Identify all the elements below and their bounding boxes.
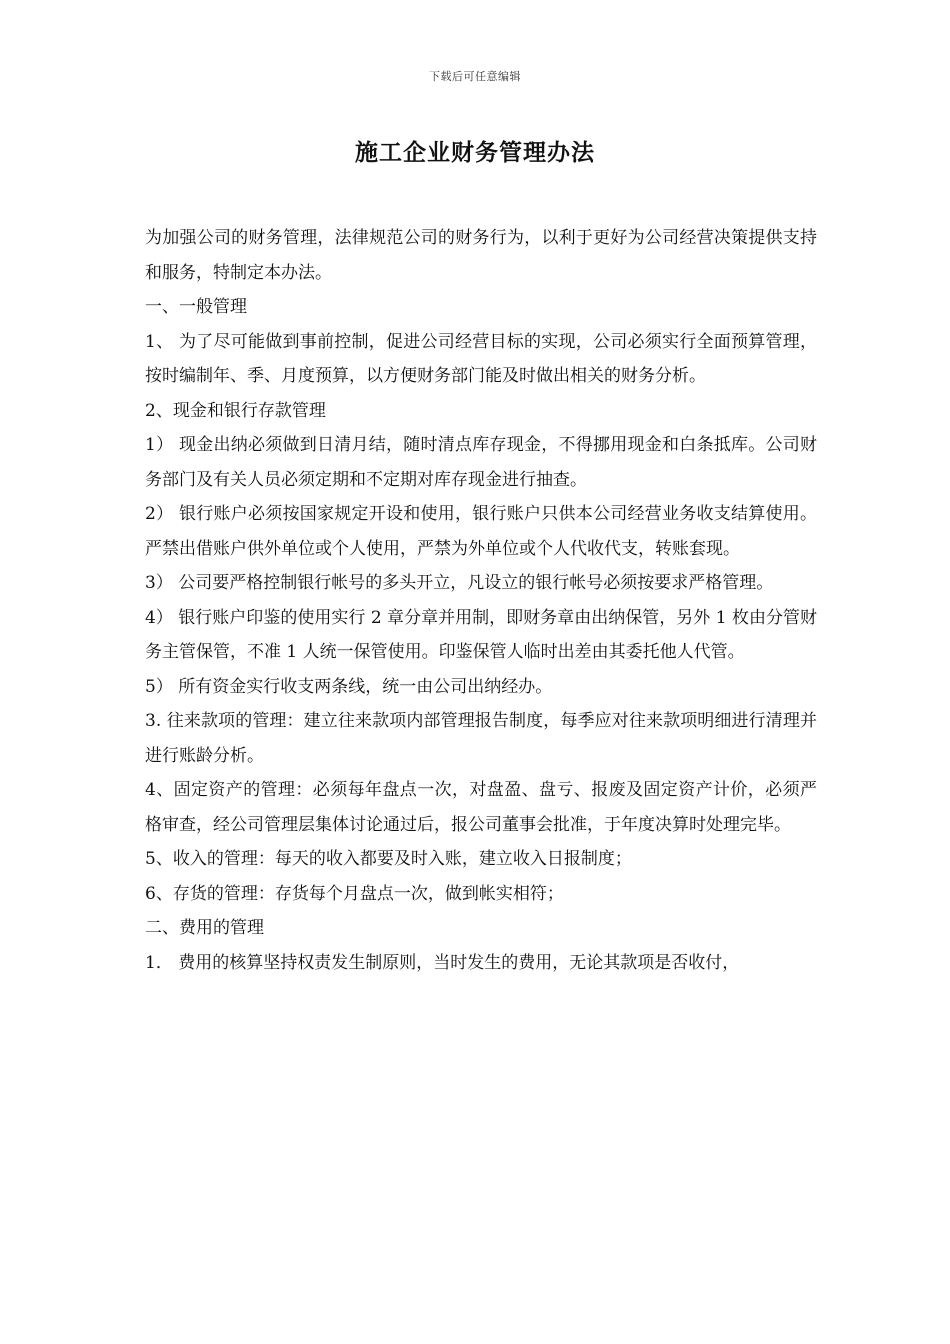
document-title: 施工企业财务管理办法 <box>355 139 595 166</box>
document-body <box>145 221 817 980</box>
paragraph-funds: 5） 所有资金实行收支两条线，统一由公司出纳经办。 <box>145 676 553 697</box>
intro-paragraph: 为加强公司的财务管理，法律规范公司的财务行为，以利于更好为公司经营决策提供支持和服务，特制定本办法。 <box>145 228 817 283</box>
section-heading-expenses: 二、费用的管理 <box>145 918 264 938</box>
paragraph-expense-accounting: 1． 费用的核算坚持权责发生制原则，当时发生的费用，无论其款项是否收付， <box>145 952 740 973</box>
paragraph-receivables: 3. 往来款项的管理：建立往来款项内部管理报告制度，每季应对往来款项明细进行清理并进行账龄分析。 <box>145 711 817 766</box>
header-note: 下载后可任意编辑 <box>429 70 521 83</box>
paragraph-seal: 4） 银行账户印鉴的使用实行 2 章分章并用制，即财务章由出纳保管，另外 1 枚由分管财务主管保管，不准 1 人统一保管使用。印鉴保管人临时出差由其委托他人代管。 <box>145 607 817 662</box>
paragraph-fixed-assets: 4、固定资产的管理：必须每年盘点一次，对盘盈、盘亏、报废及固定资产计价，必须严格审查，经公司管理层集体讨论通过后，报公司董事会批准，于年度决算时处理完毕。 <box>145 780 817 835</box>
subheading-cash-bank: 2、现金和银行存款管理 <box>145 400 326 421</box>
paragraph-income: 5、收入的管理：每天的收入都要及时入账，建立收入日报制度； <box>145 849 632 869</box>
section-heading-general: 一、一般管理 <box>145 297 247 317</box>
paragraph-bank-number: 3） 公司要严格控制银行帐号的多头开立，凡设立的银行帐号必须按要求严格管理。 <box>145 573 774 593</box>
paragraph-budget: 1、 为了尽可能做到事前控制，促进公司经营目标的实现，公司必须实行全面预算管理，按时编制年、季、月度预算，以方便财务部门能及时做出相关的财务分析。 <box>145 331 817 386</box>
paragraph-inventory: 6、存货的管理：存货每个月盘点一次，做到帐实相符； <box>145 883 564 904</box>
paragraph-bank-account: 2） 银行账户必须按国家规定开设和使用，银行账户只供本公司经营业务收支结算使用。严禁出借账户供外单位或个人使用，严禁为外单位或个人代收代支，转账套现。 <box>145 504 817 559</box>
paragraph-cash: 1） 现金出纳必须做到日清月结，随时清点库存现金，不得挪用现金和白条抵库。公司财务部门及有关人员必须定期和不定期对库存现金进行抽查。 <box>145 435 817 490</box>
